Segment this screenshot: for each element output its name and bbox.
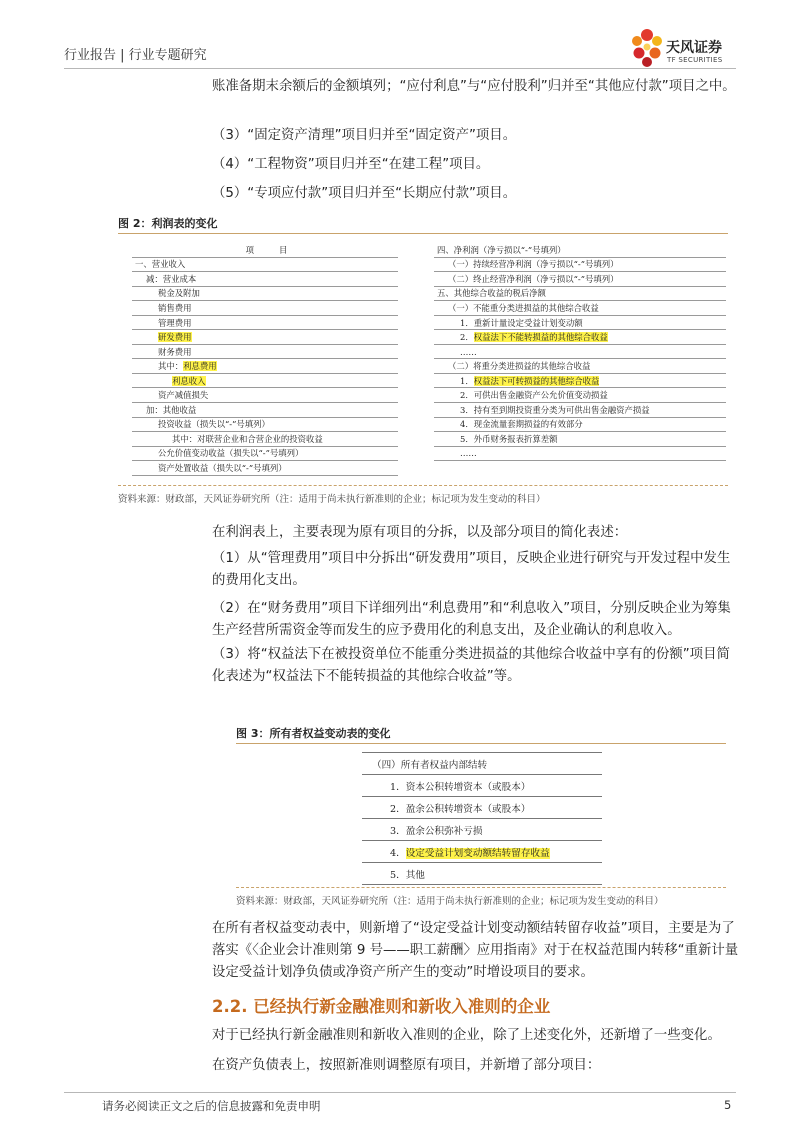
statement-row <box>132 446 398 461</box>
statement-row <box>362 841 602 863</box>
statement-cell <box>434 359 726 374</box>
highlighted-item: 利息收入 <box>172 375 206 386</box>
statement-cell <box>132 403 398 418</box>
statement-cell <box>132 461 398 476</box>
statement-row <box>434 446 726 461</box>
row-label: 1．资本公积转增资本（或股本） <box>390 781 531 793</box>
row-prefix: 2． <box>460 332 474 343</box>
statement-cell <box>362 863 602 885</box>
figure3-top-rule <box>236 743 726 744</box>
statement-row <box>434 403 726 418</box>
statement-row <box>132 417 398 432</box>
row-prefix: 1． <box>460 375 474 386</box>
row-label: 减：营业成本 <box>146 273 197 284</box>
row-label: 投资收益（损失以“-”号填列） <box>158 419 270 430</box>
row-label: 1．重新计量设定受益计划变动额 <box>460 317 583 328</box>
statement-cell <box>132 272 398 287</box>
figure2-income-statement-right <box>434 243 726 461</box>
statement-cell <box>132 373 398 388</box>
statement-row <box>362 753 602 775</box>
statement-cell <box>132 359 398 374</box>
statement-cell <box>362 797 602 819</box>
row-label: 公允价值变动收益（损失以“-”号填列） <box>158 448 304 459</box>
figure2-income-statement-left <box>132 243 398 476</box>
section-paragraph-2: 在资产负债表上，按照新准则调整原有项目，并新增了部分项目： <box>212 1058 601 1073</box>
row-label: 资产处置收益（损失以“-”号填列） <box>158 462 287 473</box>
logo-name-cn: 天风证券 <box>666 40 722 56</box>
highlighted-item: 权益法下可转损益的其他综合收益 <box>473 375 600 386</box>
statement-row <box>132 403 398 418</box>
statement-row <box>132 330 398 345</box>
figure2-bottom-rule <box>118 485 728 486</box>
statement-row <box>132 344 398 359</box>
row-label: 财务费用 <box>158 346 192 357</box>
row-label: 销售费用 <box>158 302 192 313</box>
paragraph-income-point-3: （3）将“权益法下在被投资单位不能重分类进损益的其他综合收益中享有的份额”项目简化表述为“权益法下不能转损益的其他综合收益”等。 <box>212 647 730 684</box>
statement-row <box>132 373 398 388</box>
figure3-bottom-rule <box>236 887 726 888</box>
statement-cell <box>132 286 398 301</box>
figure2-caption: 图 2：利润表的变化 <box>118 217 218 230</box>
statement-cell <box>434 417 726 432</box>
section-paragraph-1: 对于已经执行新金融准则和新收入准则的企业，除了上述变化外，还新增了一些变化。 <box>212 1028 721 1043</box>
paragraph-equity-change: 在所有者权益变动表中，则新增了“设定受益计划变动额结转留存收益”项目，主要是为了落实《〈企业会计准则第 9 号——职工薪酬〉应用指南》对于在权益范围内转移“重新计量设定受益计划净负债或净资产所产生的变动”时增设项目的要求。 <box>212 921 739 980</box>
statement-cell <box>434 432 726 447</box>
statement-cell <box>132 446 398 461</box>
paragraph-item-3: （3）“固定资产清理”项目归并至“固定资产”项目。 <box>212 128 517 143</box>
statement-cell <box>434 373 726 388</box>
highlighted-item: 研发费用 <box>158 332 192 343</box>
statement-row <box>132 243 398 257</box>
row-label: （二）将重分类进损益的其他综合收益 <box>448 361 591 372</box>
footer-divider <box>64 1092 736 1093</box>
statement-row <box>434 359 726 374</box>
row-label: 四、净利润（净亏损以“-”号填列） <box>437 244 566 255</box>
row-label: …… <box>460 346 477 357</box>
statement-cell <box>362 775 602 797</box>
row-label: 五、其他综合收益的税后净额 <box>437 288 546 299</box>
statement-cell <box>132 417 398 432</box>
company-logo <box>628 26 740 70</box>
row-label: 资产减值损失 <box>158 390 209 401</box>
row-label: 2．可供出售金融资产公允价值变动损益 <box>460 390 608 401</box>
statement-row <box>434 243 726 257</box>
statement-cell <box>362 753 602 775</box>
footer-disclaimer: 请务必阅读正文之后的信息披露和免责申明 <box>102 1099 321 1113</box>
report-category: 行业报告 | 行业专题研究 <box>64 48 207 63</box>
statement-cell <box>434 243 726 257</box>
row-label: （一）持续经营净利润（净亏损以“-”号填列） <box>448 259 619 270</box>
statement-row <box>434 388 726 403</box>
statement-row <box>434 432 726 447</box>
row-label: （四）所有者权益内部结转 <box>372 759 488 771</box>
statement-row <box>132 461 398 476</box>
statement-cell <box>434 315 726 330</box>
statement-cell <box>132 243 398 257</box>
row-label: 税金及附加 <box>158 288 200 299</box>
paragraph-income-point-1: （1）从“管理费用”项目中分拆出“研发费用”项目，反映企业进行研究与开发过程中发生的费用化支出。 <box>212 551 731 588</box>
statement-cell <box>434 403 726 418</box>
statement-cell <box>434 446 726 461</box>
statement-cell <box>132 330 398 345</box>
statement-cell <box>132 257 398 272</box>
statement-row <box>434 330 726 345</box>
statement-row <box>132 315 398 330</box>
statement-row <box>362 775 602 797</box>
row-label: 5．外币财务报表折算差额 <box>460 433 558 444</box>
statement-cell <box>132 315 398 330</box>
paragraph-continuation: 账准备期末余额后的金额填列；“应付利息”与“应付股利”归并至“其他应付款”项目之中。 <box>212 79 736 94</box>
logo-name-en: TF SECURITIES <box>667 56 723 64</box>
row-label: 3．盈余公积弥补亏损 <box>390 825 483 837</box>
paragraph-item-5: （5）“专项应付款”项目归并至“长期应付款”项目。 <box>212 186 517 201</box>
statement-row <box>132 257 398 272</box>
row-label: 2．盈余公积转增资本（或股本） <box>390 803 531 815</box>
statement-row <box>362 819 602 841</box>
statement-row <box>132 301 398 316</box>
statement-row <box>434 344 726 359</box>
row-label: （一）不能重分类进损益的其他综合收益 <box>448 302 599 313</box>
statement-cell <box>434 272 726 287</box>
statement-cell <box>434 388 726 403</box>
statement-row <box>132 359 398 374</box>
row-label: …… <box>460 448 477 459</box>
row-label: 一、营业收入 <box>135 259 186 270</box>
highlighted-item: 设定受益计划变动额结转留存收益 <box>405 847 550 859</box>
page-number: 5 <box>724 1098 732 1112</box>
figure2-source: 资料来源：财政部，天风证券研究所（注：适用于尚未执行新准则的企业；标记项为发生变动的科目） <box>118 494 546 505</box>
statement-cell <box>434 286 726 301</box>
statement-cell <box>434 330 726 345</box>
paragraph-item-4: （4）“工程物资”项目归并至“在建工程”项目。 <box>212 157 490 172</box>
paragraph-income-point-2: （2）在“财务费用”项目下详细列出“利息费用”和“利息收入”项目，分别反映企业为筹集生产经营所需资金等而发生的应予费用化的利息支出，及企业确认的利息收入。 <box>212 601 731 638</box>
statement-cell <box>434 344 726 359</box>
statement-cell <box>132 301 398 316</box>
statement-cell <box>132 388 398 403</box>
row-prefix: 4． <box>390 847 406 859</box>
statement-row <box>434 373 726 388</box>
statement-row <box>434 257 726 272</box>
statement-row <box>434 315 726 330</box>
row-label: 项 目 <box>245 244 288 255</box>
statement-row <box>434 301 726 316</box>
row-prefix: 其中： <box>158 361 184 372</box>
statement-row <box>434 286 726 301</box>
section-heading: 2.2. 已经执行新金融准则和新收入准则的企业 <box>212 997 551 1016</box>
row-label: 4．现金流量套期损益的有效部分 <box>460 419 583 430</box>
paragraph-income-intro: 在利润表上，主要表现为原有项目的分拆，以及部分项目的简化表述： <box>212 525 628 540</box>
statement-row <box>434 417 726 432</box>
statement-cell <box>434 257 726 272</box>
statement-cell <box>132 432 398 447</box>
figure3-caption: 图 3：所有者权益变动表的变化 <box>236 727 391 740</box>
statement-cell <box>362 841 602 863</box>
statement-row <box>132 272 398 287</box>
statement-row <box>434 272 726 287</box>
logo-petals-icon <box>628 26 666 70</box>
row-label: 其中：对联营企业和合营企业的投资收益 <box>172 433 323 444</box>
statement-row <box>362 797 602 819</box>
statement-row <box>132 432 398 447</box>
figure2-top-rule <box>118 233 728 234</box>
figure3-equity-statement <box>362 752 602 885</box>
figure3-source: 资料来源：财政部，天风证券研究所（注：适用于尚未执行新准则的企业；标记项为发生变动的科目） <box>236 896 664 907</box>
highlighted-item: 权益法下不能转损益的其他综合收益 <box>473 332 608 343</box>
statement-row <box>362 863 602 885</box>
statement-cell <box>362 819 602 841</box>
row-label: 管理费用 <box>158 317 192 328</box>
row-label: （二）终止经营净利润（净亏损以“-”号填列） <box>448 273 619 284</box>
row-label: 加：其他收益 <box>146 404 197 415</box>
statement-row <box>132 286 398 301</box>
statement-cell <box>434 301 726 316</box>
row-label: 3．持有至到期投资重分类为可供出售金融资产损益 <box>460 404 650 415</box>
statement-cell <box>132 344 398 359</box>
highlighted-item: 利息费用 <box>183 361 217 372</box>
header-divider <box>64 68 736 69</box>
statement-row <box>132 388 398 403</box>
row-label: 5．其他 <box>390 869 425 881</box>
